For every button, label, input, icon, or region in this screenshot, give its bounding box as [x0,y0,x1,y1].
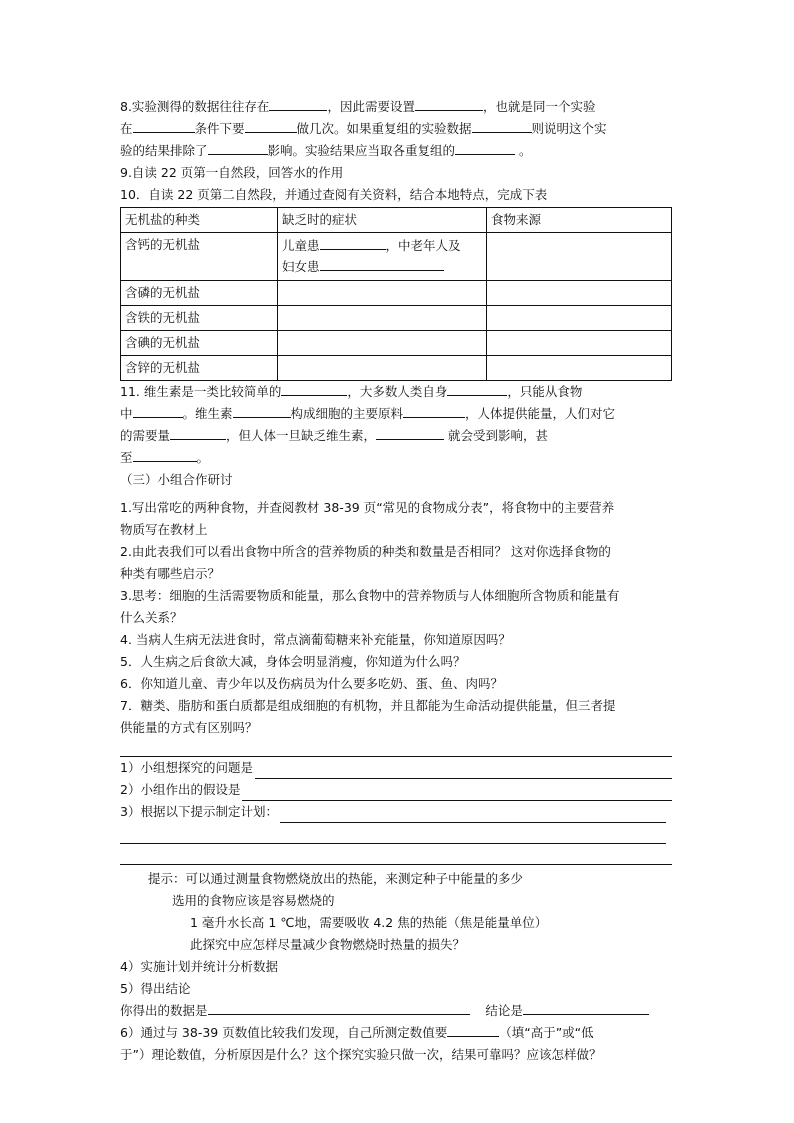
hint-line: 提示：可以通过测量食物燃烧放出的热能，来测定种子中能量的多少 [148,871,524,886]
q8-text: ，因此需要设置 [327,99,415,114]
blank[interactable] [133,447,197,462]
result-line [120,1000,672,1022]
blank[interactable] [376,425,444,440]
blank[interactable] [447,1022,499,1037]
blank[interactable] [245,118,297,133]
table-cell: 含磷的无机盐 [121,281,278,306]
blank-line[interactable] [120,844,672,865]
section-heading: （三）小组合作研讨 [120,472,233,487]
table-header-row [121,208,672,233]
discussion-line: 1.写出常吃的两种食物，并查阅教材 38-39 页“常见的食物成分表”，将食物中的主要营养 [120,500,615,515]
q8-line-3 [120,140,672,162]
table-cell[interactable] [278,331,487,356]
cell-text: 儿童患 [282,238,320,253]
discussion-line: 3.思考：细胞的生活需要物质和能量，那么食物中的营养物质与人体细胞所含物质和能量有 [120,588,620,603]
q6-line-1 [120,1022,672,1044]
table-cell: 含钙的无机盐 [121,233,278,281]
q6-line-2: 于”）理论数值，分析原因是什么？这个探究实验只做一次，结果可靠吗？应该怎样做？ [120,1047,602,1062]
table-cell: 含铁的无机盐 [121,306,278,331]
result-label: 你得出的数据是 [120,1003,208,1018]
table-header: 缺乏时的症状 [278,208,487,233]
blank[interactable] [523,1000,649,1015]
cell-text: ，中老年人及 [385,238,461,253]
table-header: 食物来源 [487,208,672,233]
table-cell: 含碘的无机盐 [121,331,278,356]
q9: 9.自读 22 页第一自然段，回答水的作用 [120,165,344,180]
q11-text: ，大多数人类自身 [347,384,448,399]
table-cell[interactable] [487,356,672,381]
q11-text: ，人体提供能量，人们对它 [465,406,616,421]
hint-line: 此探究中应怎样尽量减少食物燃烧时热量的损失？ [190,937,466,952]
q8-text: 8.实验测得的数据往往存在 [120,99,270,114]
table-cell[interactable] [278,356,487,381]
q11-line-2 [120,403,672,425]
q8-text: 则说明这个实 [531,121,607,136]
blank[interactable] [281,381,347,396]
discussion-line: 物质写在教材上 [120,522,208,537]
hint-line: 1 毫升水长高 1 ℃地，需要吸收 4.2 焦的热能（焦是能量单位） [190,915,548,930]
q11-text: 。 [196,450,210,465]
table-cell[interactable] [278,233,487,281]
table-cell[interactable] [487,331,672,356]
plan-question-row [120,757,672,779]
discussion-line: 4. 当病人生病无法进食时，常点滴葡萄糖来补充能量，你知道原因吗？ [120,632,511,647]
plan-step: 5）得出结论 [120,981,191,996]
cell-text: 妇女患 [282,259,320,274]
blank[interactable] [320,235,386,250]
q11-text: 的需要量 [120,428,171,443]
plan-label: 3）根据以下提示制定计划： [120,804,278,819]
q11-text: ，只能从食物 [507,384,583,399]
discussion-line: 供能量的方式有区别吗？ [120,720,258,735]
q11-text: 构成细胞的主要原料 [290,406,404,421]
discussion-line: 5．人生病之后食欲大减，身体会明显消瘦，你知道为什么吗？ [120,654,466,669]
table-cell[interactable] [487,233,672,281]
blank[interactable] [415,96,483,111]
discussion-line: 2.由此表我们可以看出食物中所含的营养物质的种类和数量是否相同？ 这对你选择食物的 [120,544,611,559]
q8-line-1 [120,96,672,118]
q11-line-3 [120,425,672,447]
q11-text: 11. 维生素是一类比较简单的 [120,384,282,399]
q11-text: 至 [120,450,133,465]
blank-line[interactable] [120,823,666,844]
worksheet-page [120,96,672,1066]
discussion-line: 7．糖类、脂肪和蛋白质都是组成细胞的有机物，并且都能为生命活动提供能量，但三者提 [120,698,616,713]
q11-text: ，但人体一旦缺乏维生素， [226,428,377,443]
discussion-line: 6．你知道儿童、青少年以及伤病员为什么要多吃奶、蛋、鱼、肉吗？ [120,676,503,691]
discussion-line: 什么关系？ [120,610,183,625]
q6-text: 6）通过与 38-39 页数值比较我们发现，自己所测定数值要 [120,1025,448,1040]
blank[interactable] [242,785,672,801]
q8-text: 在 [120,121,133,136]
hint-line: 选用的食物应该是容易燃烧的 [172,893,335,908]
blank[interactable] [320,256,444,271]
blank[interactable] [170,425,226,440]
result-label: 结论是 [485,1003,523,1018]
table-row [121,356,672,381]
q10: 10．自读 22 页第二自然段，并通过查阅有关资料，结合本地特点，完成下表 [120,187,548,202]
q8-text: 条件下要 [194,121,245,136]
blank[interactable] [455,140,515,155]
plan-step: 4）实施计划并统计分析数据 [120,959,278,974]
q8-text: 验的结果排除了 [120,143,208,158]
q11-text: 。维生素 [182,406,233,421]
q11-line-1 [120,381,672,403]
q8-line-2 [120,118,672,140]
table-row [121,233,672,281]
discussion-line: 种类有哪些启示？ [120,566,221,581]
plan-label: 1）小组想探究的问题是 [120,760,253,775]
blank[interactable] [269,96,327,111]
blank[interactable] [472,118,532,133]
table-cell[interactable] [278,281,487,306]
table-cell: 含锌的无机盐 [121,356,278,381]
table-cell[interactable] [278,306,487,331]
q11-text: 中 [120,406,133,421]
plan-plan-row [120,801,672,823]
table-row [121,331,672,356]
table-row [121,281,672,306]
blank[interactable] [403,403,465,418]
blank[interactable] [208,1000,470,1015]
blank[interactable] [208,140,268,155]
table-cell[interactable] [487,281,672,306]
blank[interactable] [133,118,195,133]
q8-text: ，也就是同一个实验 [482,99,596,114]
blank[interactable] [133,403,183,418]
q6-text: （填“高于”或“低 [499,1025,594,1040]
q8-text: 。 [519,143,532,158]
table-cell[interactable] [487,306,672,331]
blank[interactable] [447,381,507,396]
q8-text: 做几次。如果重复组的实验数据 [296,121,472,136]
q11-text: 就会受到影响，甚 [448,428,549,443]
plan-hypothesis-row [120,779,672,801]
blank[interactable] [255,763,672,779]
q11-line-4 [120,447,672,469]
plan-label: 2）小组作出的假设是 [120,782,241,797]
blank[interactable] [280,807,666,823]
blank[interactable] [233,403,291,418]
table-header: 无机盐的种类 [121,208,278,233]
q8-text: 影响。实验结果应当取各重复组的 [267,143,456,158]
table-row [121,306,672,331]
mineral-salt-table [120,207,672,381]
